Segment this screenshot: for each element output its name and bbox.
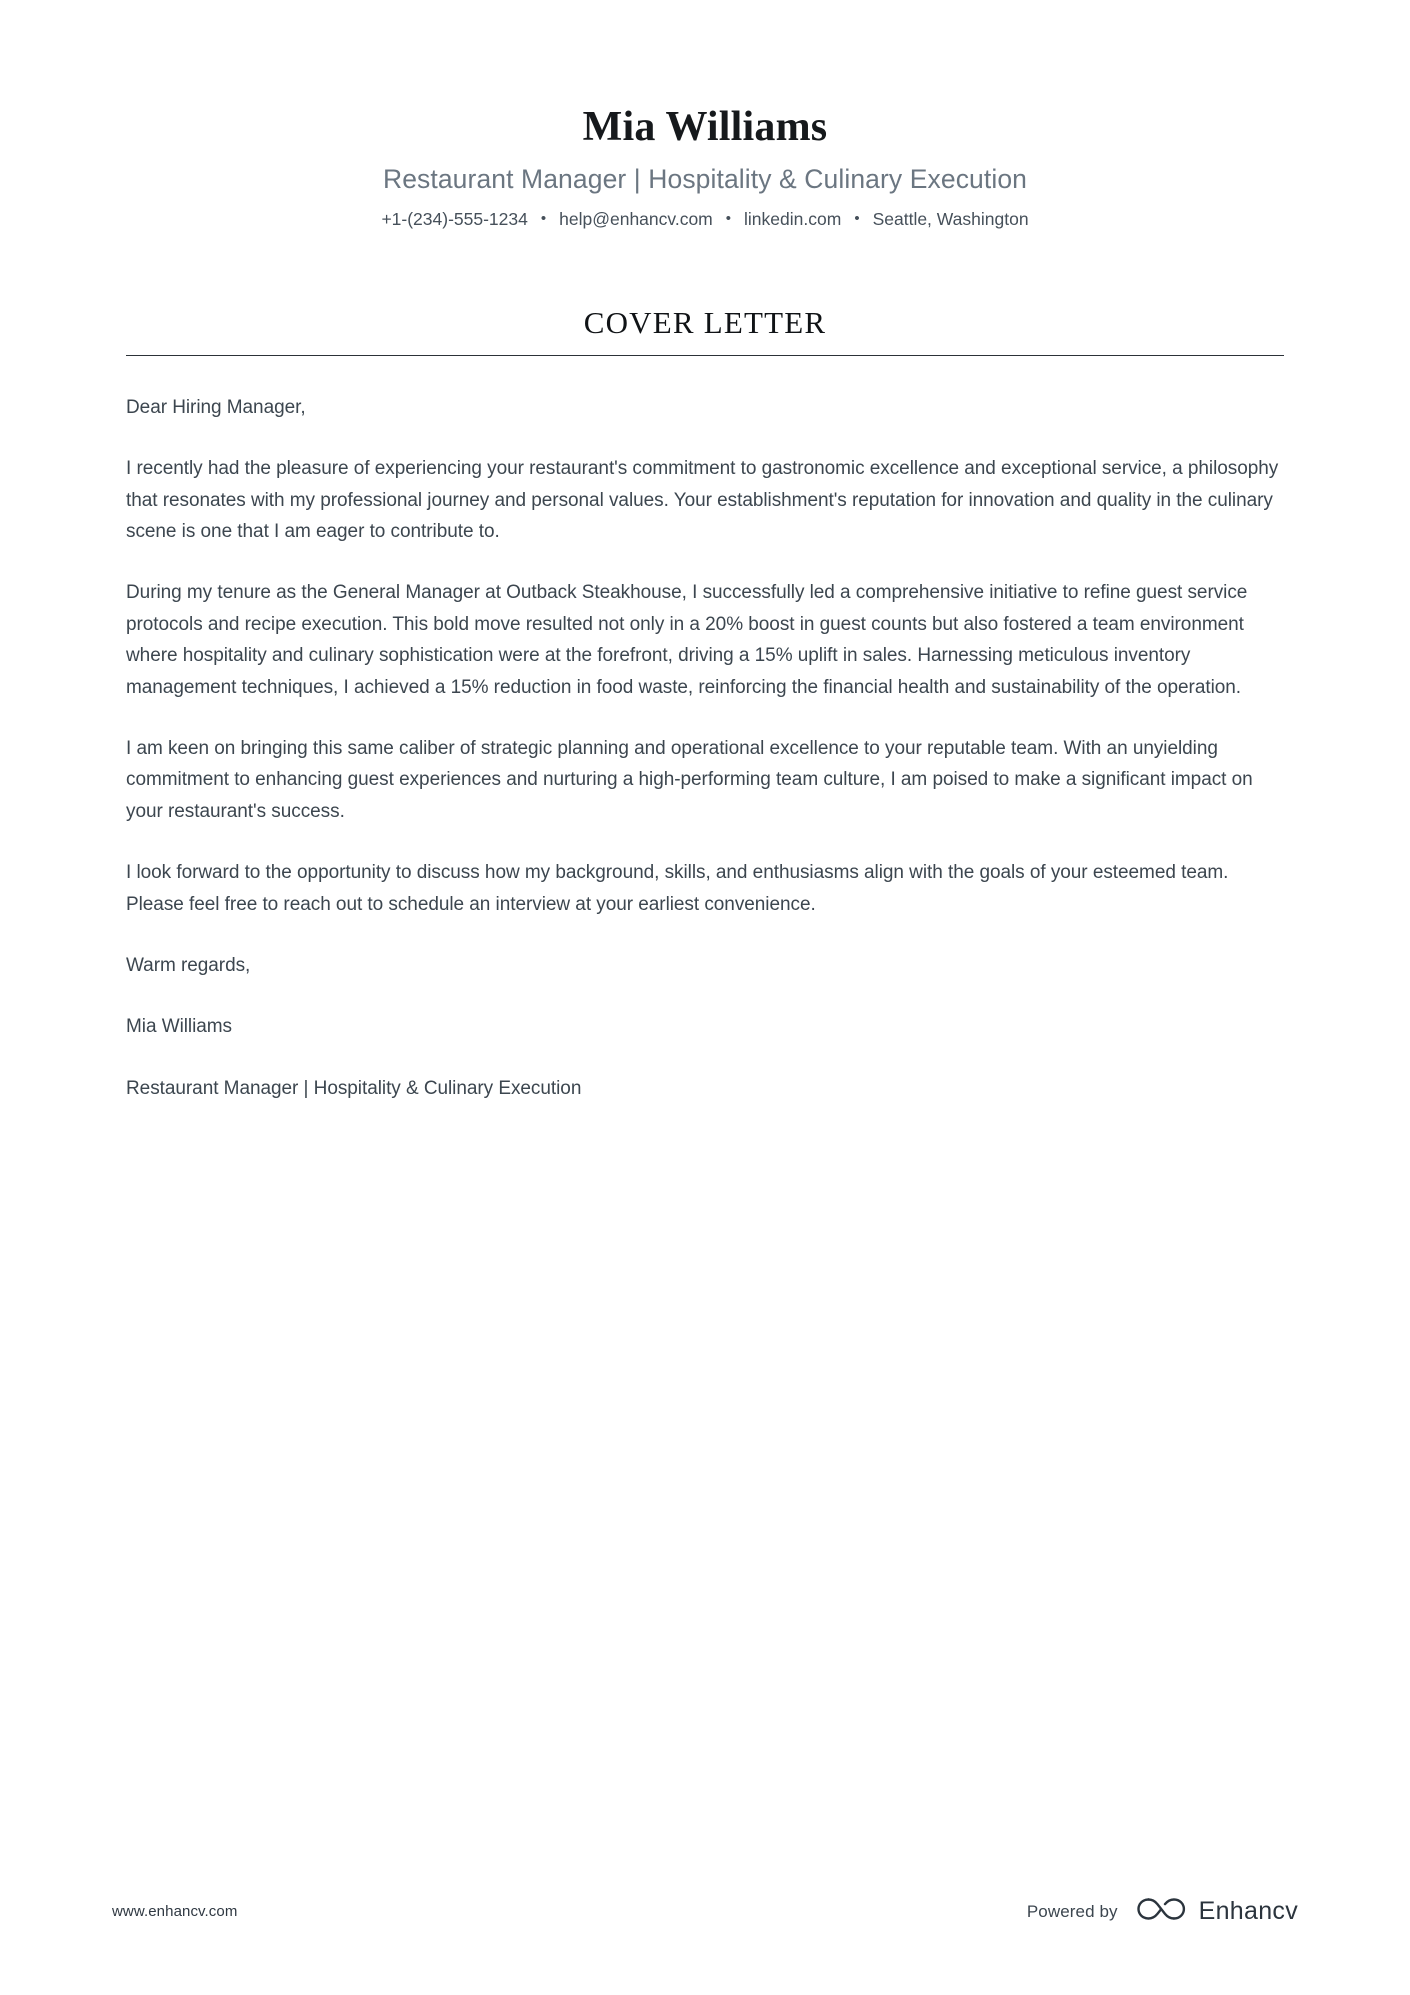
powered-by-label: Powered by bbox=[1026, 1901, 1118, 1921]
contact-linkedin[interactable]: linkedin.com bbox=[744, 208, 842, 229]
enhancv-brand[interactable] bbox=[1134, 1894, 1298, 1929]
section-divider bbox=[126, 355, 1284, 356]
contact-email[interactable]: help@enhancv.com bbox=[559, 208, 713, 229]
letter-paragraph: I look forward to the opportunity to discuss how my background, skills, and enthusiasms align with the goals of your esteemed team. Please feel free to reach out to schedule an interview at your earliest convenience. bbox=[126, 862, 1229, 915]
letter-header bbox=[0, 0, 1410, 231]
contact-separator-icon: • bbox=[540, 209, 547, 227]
section-title: COVER LETTER bbox=[583, 304, 827, 340]
contact-phone: +1-(234)-555-1234 bbox=[381, 208, 528, 229]
letter-salutation: Dear Hiring Manager, bbox=[126, 396, 306, 418]
letter-signoff: Warm regards, bbox=[126, 955, 251, 977]
letter-body bbox=[0, 392, 1410, 1105]
contact-location: Seattle, Washington bbox=[872, 208, 1029, 229]
letter-signature-role: Restaurant Manager | Hospitality & Culinary Execution bbox=[126, 1077, 582, 1099]
enhancv-brand-name: Enhancv bbox=[1198, 1897, 1298, 1925]
letter-signature-name: Mia Williams bbox=[126, 1016, 233, 1038]
footer-branding bbox=[1027, 1894, 1298, 1929]
contact-separator-icon: • bbox=[725, 209, 732, 227]
letter-paragraph: I recently had the pleasure of experiencing your restaurant's commitment to gastronomic excellence and exceptional service, a philosophy that resonates with my professional journey and personal values. Your establishment's reputation for innovation and quality in the culinary scene is one that I am eager to contribute to. bbox=[126, 458, 1279, 542]
letter-paragraph: During my tenure as the General Manager at Outback Steakhouse, I successfully led a comprehensive initiative to refine guest service protocols and recipe execution. This bold move resulted not only in a 20% boost in guest counts but also fostered a team environment where hospitality and culinary sophistication were at the forefront, driving a 15% uplift in sales. Harnessing meticulous inventory management techniques, I achieved a 15% reduction in food waste, reinforcing the financial health and sustainability of the operation. bbox=[126, 582, 1248, 698]
letter-paragraph: I am keen on bringing this same caliber of strategic planning and operational excellence to your reputable team. With an unyielding commitment to enhancing guest experiences and nurturing a high-performing team culture, I am poised to make a significant impact on your restaurant's success. bbox=[126, 737, 1253, 822]
enhancv-infinity-logo-icon bbox=[1134, 1894, 1188, 1929]
candidate-name: Mia Williams bbox=[582, 104, 828, 150]
cover-letter-section-header bbox=[0, 305, 1410, 356]
contact-separator-icon: • bbox=[854, 209, 860, 227]
contact-line bbox=[0, 208, 1410, 231]
candidate-role-title: Restaurant Manager | Hospitality & Culinary Execution bbox=[382, 164, 1028, 195]
footer-website-url[interactable]: www.enhancv.com bbox=[112, 1903, 238, 1920]
page-footer bbox=[0, 1894, 1410, 1929]
